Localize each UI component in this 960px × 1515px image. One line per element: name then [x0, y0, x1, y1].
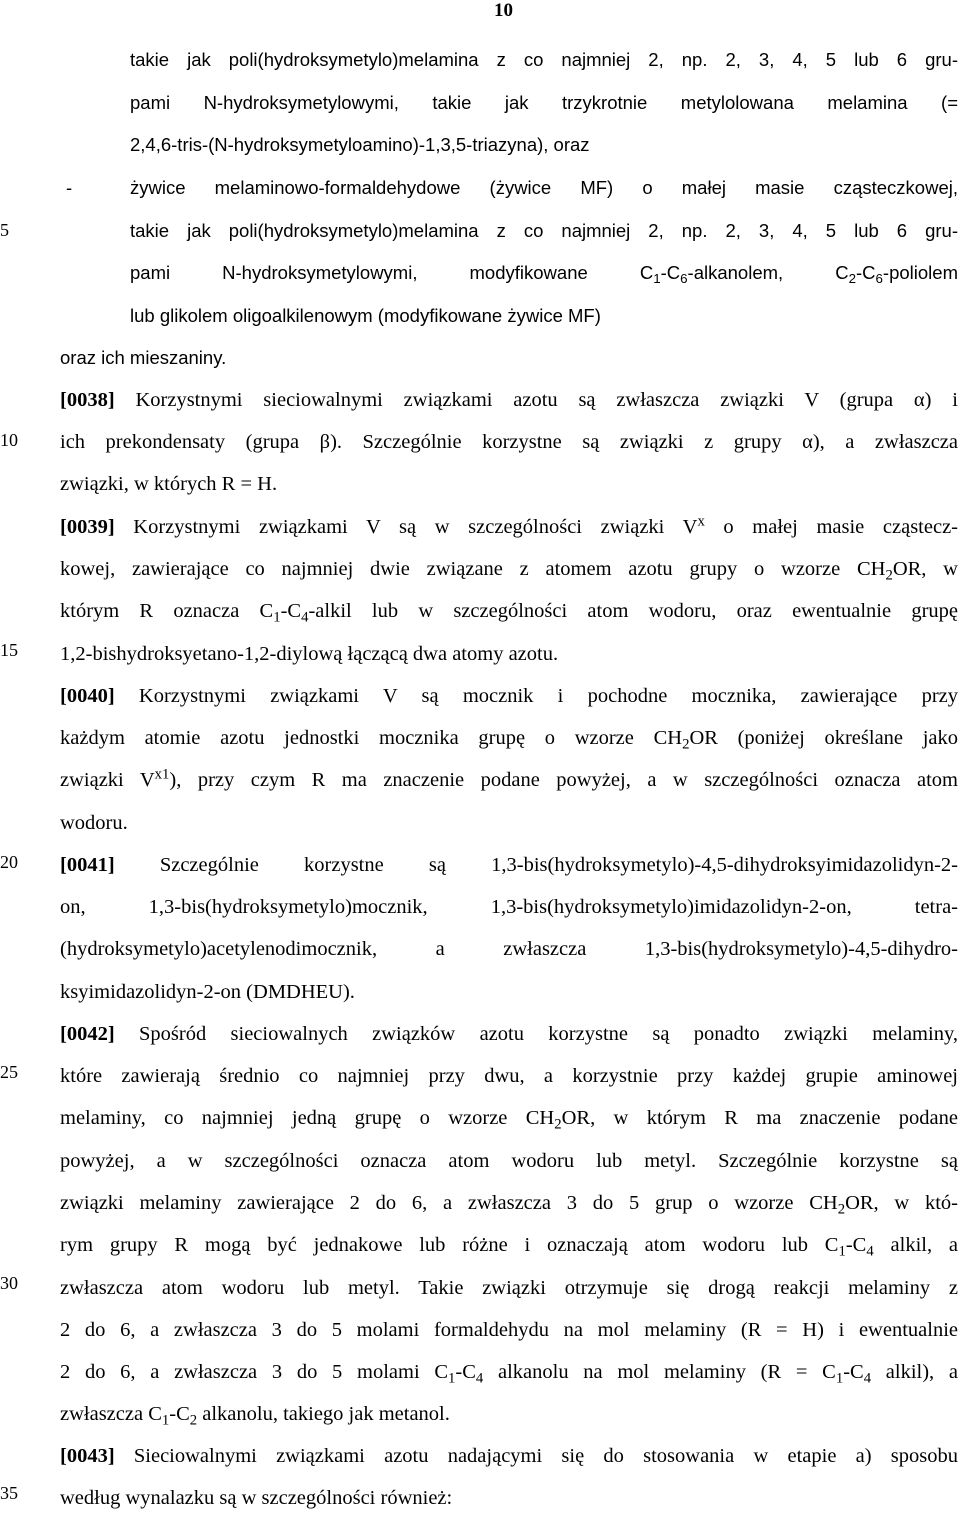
paragraph-tag: [0043] — [60, 1445, 115, 1467]
paragraph-0040: [0040] Korzystnymi związkami V są mocznik i pochodne mocznika, zawierające przy — [60, 685, 958, 707]
paragraph-tag: [0039] — [60, 516, 115, 538]
text-line: (hydroksymetylo)acetylenodimocznik, a zwłaszcza 1,3-bis(hydroksymetylo)-4,5-dihydro- — [60, 938, 958, 960]
line-number: 30 — [0, 1273, 18, 1293]
paragraph-tag: [0041] — [60, 854, 115, 876]
text-line: wodoru. — [60, 812, 128, 834]
text-line: oraz ich mieszaniny. — [60, 347, 227, 368]
line-number: 15 — [0, 640, 18, 660]
text-line: każdym atomie azotu jednostki mocznika grupę o wzorze $CH_2OR$ (poniżej określane jako — [60, 727, 959, 753]
text-line: takie jak poli(hydroksymetylo)melamina z co najmniej 2, np. 2, 3, 4, 5 lub 6 gru- — [130, 220, 958, 241]
text-line: związki $V^{x1}$), przy czym R ma znaczenie podane powyżej, a w szczególności oznacza atom — [60, 766, 958, 791]
line-number: 5 — [0, 220, 9, 240]
paragraph-0038: [0038] Korzystnymi sieciowalnymi związkami azotu są zwłaszcza związki V (grupa α) i — [60, 389, 958, 411]
paragraph-tag: [0040] — [60, 685, 115, 707]
paragraph-0042: [0042] Spośród sieciowalnych związków azotu korzystne są ponadto związki melaminy, — [60, 1023, 958, 1045]
line-number: 10 — [0, 430, 18, 450]
text-line: 2 do 6, a zwłaszcza 3 do 5 molami $C_1-C_4$ alkanolu na mol melaminy ($R = C_1-C_4$ alkil), a — [60, 1361, 958, 1387]
text-line: zwłaszcza atom wodoru lub metyl. Takie związki otrzymuje się drogą reakcji melaminy z — [60, 1277, 958, 1299]
text-line: on, 1,3-bis(hydroksymetylo)mocznik, 1,3-bis(hydroksymetylo)imidazolidyn-2-on, tetra- — [60, 896, 958, 918]
paragraph-0043: [0043] Sieciowalnymi związkami azotu nadającymi się do stosowania w etapie a) sposobu — [60, 1445, 958, 1467]
paragraph-tag: [0042] — [60, 1023, 115, 1045]
line-number: 20 — [0, 852, 18, 872]
text-line: 2,4,6-tris-(N-hydroksymetyloamino)-1,3,5-triazyna), oraz — [130, 134, 590, 155]
text-line: żywice melaminowo-formaldehydowe (żywice MF) o małej masie cząsteczkowej, — [130, 177, 958, 198]
line-number: 35 — [0, 1483, 18, 1503]
text-line: związki melaminy zawierające 2 do 6, a zwłaszcza 3 do 5 grup o wzorze $CH_2OR$, w któ- — [60, 1192, 958, 1218]
text-line: ksyimidazolidyn-2-on (DMDHEU). — [60, 981, 355, 1003]
list-dash: - — [66, 177, 73, 198]
paragraph-0039: [0039] Korzystnymi związkami V są w szczególności związki $V^x$ o małej masie cząstecz- — [60, 513, 958, 538]
line-number: 25 — [0, 1062, 18, 1082]
text-line: zwłaszcza $C_1-C_2$ alkanolu, takiego jak metanol. — [60, 1403, 450, 1429]
text-line: związki, w których R = H. — [60, 473, 278, 495]
text-line: 1,2-bishydroksyetano-1,2-diylową łączącą dwa atomy azotu. — [60, 643, 559, 665]
text-line: które zawierają średnio co najmniej przy dwu, a korzystnie przy każdej grupie aminowej — [60, 1065, 958, 1087]
text-line: którym R oznacza $C_1-C_4$-alkil lub w szczególności atom wodoru, oraz ewentualnie grupę — [60, 600, 958, 626]
text-line: pami N-hydroksymetylowymi, modyfikowane $C_1-C_6$-alkanolem, $C_2-C_6$-poliolem — [130, 262, 958, 286]
text-line: lub glikolem oligoalkilenowym (modyfikowane żywice MF) — [130, 305, 601, 326]
text-line: 2 do 6, a zwłaszcza 3 do 5 molami formaldehydu na mol melaminy (R = H) i ewentualnie — [60, 1319, 958, 1341]
text-line: rym grupy R mogą być jednakowe lub różne i oznaczają atom wodoru lub $C_1-C_4$ alkil, a — [60, 1234, 958, 1260]
text-line: ich prekondensaty (grupa β). Szczególnie korzystne są związki z grupy α), a zwłaszcza — [60, 431, 958, 453]
text-line: takie jak poli(hydroksymetylo)melamina z co najmniej 2, np. 2, 3, 4, 5 lub 6 gru- — [130, 49, 958, 70]
text-line: kowej, zawierające co najmniej dwie związane z atomem azotu grupy o wzorze $CH_2OR$, w — [60, 558, 958, 584]
text-line: pami N-hydroksymetylowymi, takie jak trzykrotnie metylolowana melamina (= — [130, 92, 958, 113]
text-line: według wynalazku są w szczególności również: — [60, 1487, 453, 1509]
text-line: powyżej, a w szczególności oznacza atom wodoru lub metyl. Szczególnie korzystne są — [60, 1150, 958, 1172]
paragraph-tag: [0038] — [60, 389, 115, 411]
page-number: 10 — [494, 0, 513, 21]
paragraph-0041: [0041] Szczególnie korzystne są 1,3-bis(hydroksymetylo)-4,5-dihydroksyimidazolidyn-2- — [60, 854, 958, 876]
text-line: melaminy, co najmniej jedną grupę o wzorze $CH_2OR$, w którym R ma znaczenie podane — [60, 1107, 958, 1133]
